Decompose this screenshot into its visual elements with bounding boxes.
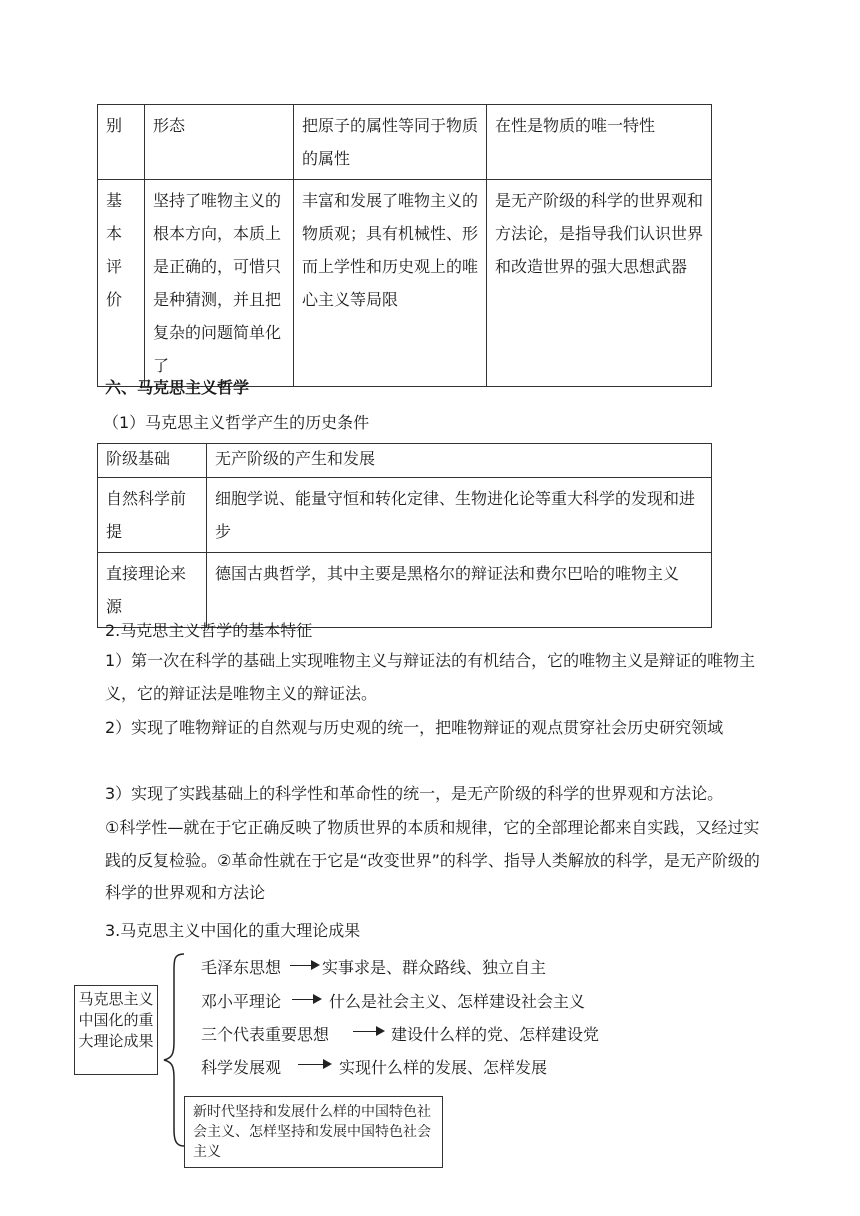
table-row [98, 105, 712, 180]
subsection-heading: 2.马克思主义哲学的基本特征 [105, 621, 313, 640]
feature-paragraph: 1）第一次在科学的基础上实现唯物主义与辩证法的有机结合，它的唯物主义是辩证的唯物主义，它的辩证法是唯物主义的辩证法。 [105, 651, 756, 703]
feature-paragraph: ①科学性—就在于它正确反映了物质世界的本质和规律，它的全部理论都来自实践，又经过实践的反复检验。②革命性就在于它是“改变世界”的科学、指导人类解放的科学，是无产阶级的科学的世界观和方法论 [105, 818, 760, 902]
subsection-heading: 3.马克思主义中国化的重大理论成果 [105, 921, 361, 940]
table-cell: 坚持了唯物主义的根本方向，本质上是正确的，可惜只是种猜测，并且把复杂的问题简单化了 [145, 180, 294, 387]
comparison-table [97, 104, 712, 387]
table-cell-content: 无产阶级的产生和发展 [207, 444, 712, 478]
conditions-table [97, 443, 712, 628]
new-era-box: 新时代坚持和发展什么样的中国特色社会主义、怎样坚持和发展中国特色社会主义 [184, 1096, 443, 1168]
table-row [98, 478, 712, 553]
arrow-right-icon [290, 965, 318, 966]
table-cell-label: 自然科学前提 [98, 478, 207, 553]
diagram-item-name: 毛泽东思想 [201, 958, 282, 977]
diagram-item-content: 建设什么样的党、怎样建设党 [391, 1025, 600, 1044]
diagram-item-content: 实事求是、群众路线、独立自主 [322, 958, 547, 977]
table-cell-label: 直接理论来源 [98, 553, 207, 628]
subsection-heading: （1）马克思主义哲学产生的历史条件 [103, 413, 370, 432]
diagram-item-name: 三个代表重要思想 [201, 1025, 330, 1044]
diagram-item-content: 什么是社会主义、怎样建设社会主义 [329, 992, 586, 1011]
arrow-right-icon [298, 1064, 330, 1065]
diagram-item-name: 科学发展观 [201, 1058, 282, 1077]
table-cell: 丰富和发展了唯物主义的物质观；具有机械性、形而上学性和历史观上的唯心主义等局限 [294, 180, 487, 387]
table-cell: 形态 [145, 105, 294, 180]
table-cell-content: 细胞学说、能量守恒和转化定律、生物进化论等重大科学的发现和进步 [207, 478, 712, 553]
arrow-right-icon [292, 999, 320, 1000]
section-heading: 六、马克思主义哲学 [105, 378, 250, 397]
table-cell: 把原子的属性等同于物质的属性 [294, 105, 487, 180]
table-cell: 是无产阶级的科学的世界观和方法论，是指导我们认识世界和改造世界的强大思想武器 [487, 180, 712, 387]
feature-paragraph: 3）实现了实践基础上的科学性和革命性的统一，是无产阶级的科学的世界观和方法论。 [105, 784, 724, 803]
table-row [98, 444, 712, 478]
table-cell-content: 德国古典哲学，其中主要是黑格尔的辩证法和费尔巴哈的唯物主义 [207, 553, 712, 628]
table-cell: 在性是物质的唯一特性 [487, 105, 712, 180]
table-cell: 基本评价 [98, 180, 145, 387]
table-row [98, 553, 712, 628]
table-cell-label: 阶级基础 [98, 444, 207, 478]
table-row [98, 180, 712, 387]
diagram-item-content: 实现什么样的发展、怎样发展 [339, 1058, 548, 1077]
feature-paragraph: 2）实现了唯物辩证的自然观与历史观的统一，把唯物辩证的观点贯穿社会历史研究领域 [105, 718, 724, 737]
diagram-item-name: 邓小平理论 [201, 992, 282, 1011]
table-cell: 别 [98, 105, 145, 180]
diagram-root-box: 马克思主义中国化的重大理论成果 [74, 985, 158, 1075]
arrow-right-icon [353, 1031, 383, 1032]
